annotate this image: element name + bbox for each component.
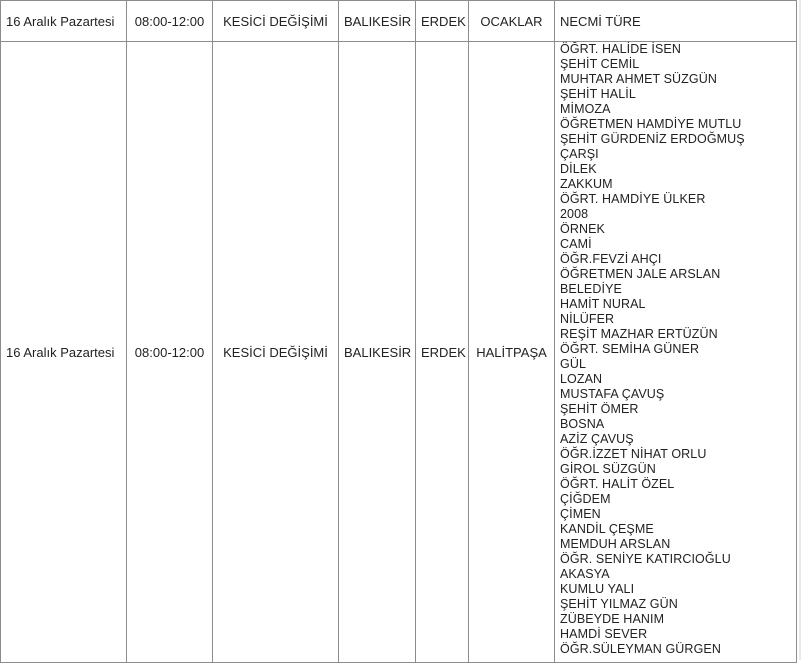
street-item: ŞEHİT YILMAZ GÜN bbox=[560, 597, 678, 611]
street-item: CAMİ bbox=[560, 237, 592, 251]
city-cell: BALIKESİR bbox=[339, 42, 416, 663]
street-item: ÖĞR.FEVZİ AHÇI bbox=[560, 252, 662, 266]
street-item: MUSTAFA ÇAVUŞ bbox=[560, 387, 665, 401]
district-cell: ERDEK bbox=[416, 1, 469, 42]
street-item: GÜL bbox=[560, 357, 587, 371]
street-item: AZİZ ÇAVUŞ bbox=[560, 432, 634, 446]
district-cell: ERDEK bbox=[416, 42, 469, 663]
street-item: MEMDUH ARSLAN bbox=[560, 537, 671, 551]
work-type-cell: KESİCİ DEĞİŞİMİ bbox=[213, 1, 339, 42]
street-item: LOZAN bbox=[560, 372, 603, 386]
street-item: ÇİMEN bbox=[560, 507, 601, 521]
street-item: BOSNA bbox=[560, 417, 605, 431]
street-item: NECMİ TÜRE bbox=[560, 13, 641, 29]
street-item: ÖĞRETMEN HAMDİYE MUTLU bbox=[560, 117, 742, 131]
table-row bbox=[1, 42, 797, 663]
street-item: 2008 bbox=[560, 207, 589, 221]
street-item: ÖĞRT. HAMDİYE ÜLKER bbox=[560, 192, 706, 206]
street-item: MİMOZA bbox=[560, 102, 611, 116]
street-item: GİROL SÜZGÜN bbox=[560, 462, 656, 476]
time-cell: 08:00-12:00 bbox=[127, 42, 213, 663]
street-item: ŞEHİT HALİL bbox=[560, 87, 636, 101]
street-list bbox=[560, 42, 791, 657]
street-item: ÖĞR.İZZET NİHAT ORLU bbox=[560, 447, 707, 461]
street-item: ZÜBEYDE HANIM bbox=[560, 612, 665, 626]
street-item: KUMLU YALI bbox=[560, 582, 635, 596]
street-item: ÖĞR.SÜLEYMAN GÜRGEN bbox=[560, 642, 721, 656]
street-item: ÖRNEK bbox=[560, 222, 605, 236]
street-item: ŞEHİT CEMİL bbox=[560, 57, 640, 71]
street-item: ÇARŞI bbox=[560, 147, 599, 161]
street-item: HAMDİ SEVER bbox=[560, 627, 648, 641]
street-item: ÇİĞDEM bbox=[560, 492, 611, 506]
street-item: ÖĞRT. SEMİHA GÜNER bbox=[560, 342, 700, 356]
street-item: ŞEHİT GÜRDENİZ ERDOĞMUŞ bbox=[560, 132, 745, 146]
street-item: ÖĞRT. HALİT ÖZEL bbox=[560, 477, 675, 491]
street-item: ÖĞRT. HALİDE İSEN bbox=[560, 42, 681, 56]
neighborhood-cell: HALİTPAŞA bbox=[469, 42, 555, 663]
street-item: BELEDİYE bbox=[560, 282, 622, 296]
table-row bbox=[1, 1, 797, 42]
work-type-cell: KESİCİ DEĞİŞİMİ bbox=[213, 42, 339, 663]
street-item: AKASYA bbox=[560, 567, 610, 581]
street-item: ÖĞRETMEN JALE ARSLAN bbox=[560, 267, 721, 281]
streets-cell bbox=[555, 42, 797, 663]
date-cell: 16 Aralık Pazartesi bbox=[1, 1, 127, 42]
streets-cell bbox=[555, 1, 797, 42]
street-item: DİLEK bbox=[560, 162, 597, 176]
street-item: REŞİT MAZHAR ERTÜZÜN bbox=[560, 327, 718, 341]
street-item: ÖĞR. SENİYE KATIRCIOĞLU bbox=[560, 552, 731, 566]
street-item: ŞEHİT ÖMER bbox=[560, 402, 639, 416]
time-cell: 08:00-12:00 bbox=[127, 1, 213, 42]
street-item: HAMİT NURAL bbox=[560, 297, 646, 311]
street-item: KANDİL ÇEŞME bbox=[560, 522, 654, 536]
neighborhood-cell: OCAKLAR bbox=[469, 1, 555, 42]
city-cell: BALIKESİR bbox=[339, 1, 416, 42]
street-item: NİLÜFER bbox=[560, 312, 615, 326]
street-item: ZAKKUM bbox=[560, 177, 613, 191]
date-cell: 16 Aralık Pazartesi bbox=[1, 42, 127, 663]
street-item: MUHTAR AHMET SÜZGÜN bbox=[560, 72, 717, 86]
outage-table-body bbox=[1, 1, 797, 663]
